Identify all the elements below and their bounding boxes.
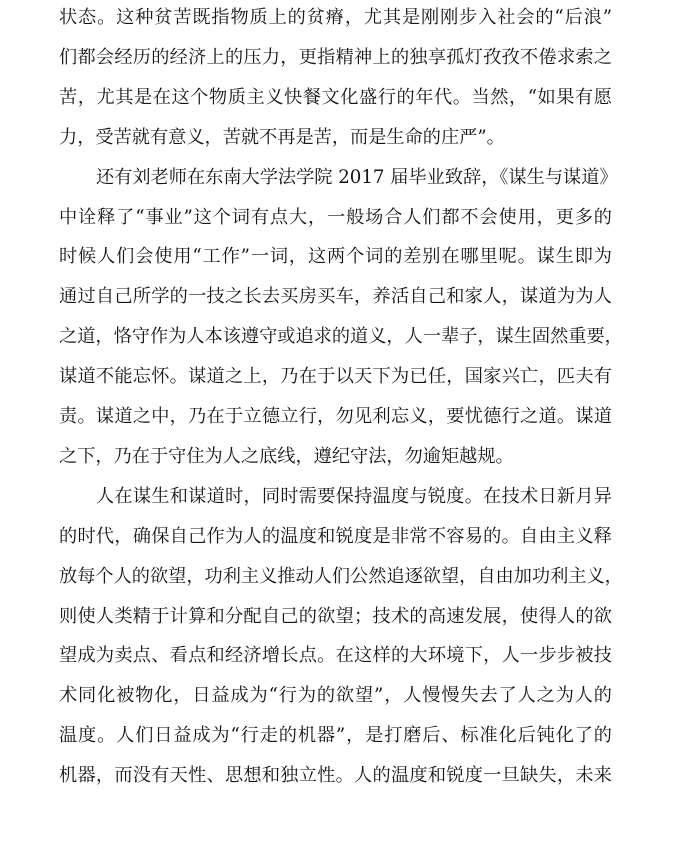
text-line: 温度。人们日益成为“行走的机器”，是打磨后、标准化后钝化了的 bbox=[59, 725, 612, 746]
text-line: 机器，而没有天性、思想和独立性。人的温度和锐度一旦缺失，未来 bbox=[59, 765, 612, 786]
text-line: 放每个人的欲望，功利主义推动人们公然追逐欲望，自由加功利主义， bbox=[59, 566, 623, 587]
text-line: 的时代，确保自己作为人的温度和锐度是非常不容易的。自由主义释 bbox=[59, 526, 612, 547]
text-line: 责。谋道之中，乃在于立德立行，勿见利忘义，要忧德行之道。谋道 bbox=[59, 406, 612, 427]
text-line: 通过自己所学的一技之长去买房买车，养活自己和家人，谋道为为人 bbox=[59, 286, 612, 307]
text-line: 状态。这种贫苦既指物质上的贫瘠，尤其是刚刚步入社会的“后浪” bbox=[59, 7, 612, 28]
text-line: 力，受苦就有意义，苦就不再是苦，而是生命的庄严”。 bbox=[59, 127, 505, 148]
text-line: 之下，乃在于守住为人之底线，遵纪守法，勿逾矩越规。 bbox=[59, 446, 514, 467]
text-line: 之道，恪守作为人本该遵守或追求的道义，人一辈子，谋生固然重要， bbox=[59, 326, 623, 347]
text-line: 时候人们会使用“工作”一词，这两个词的差别在哪里呢。谋生即为 bbox=[59, 246, 612, 267]
text-line: 术同化被物化，日益成为“行为的欲望”，人慢慢失去了人之为人的 bbox=[59, 685, 612, 706]
text-line: 则使人类精于计算和分配自己的欲望；技术的高速发展，使得人的欲 bbox=[59, 606, 612, 627]
text-line: 人在谋生和谋道时，同时需要保持温度与锐度。在技术日新月异 bbox=[96, 486, 612, 507]
text-line: 还有刘老师在东南大学法学院 2017 届毕业致辞，《谋生与谋道》 bbox=[96, 167, 618, 188]
text-line: 谋道不能忘怀。谋道之上，乃在于以天下为已任，国家兴亡，匹夫有 bbox=[59, 366, 612, 387]
text-line: 苦，尤其是在这个物质主义快餐文化盛行的年代。当然，“如果有愿 bbox=[59, 87, 612, 108]
text-line: 中诠释了“事业”这个词有点大，一般场合人们都不会使用，更多的 bbox=[59, 207, 612, 228]
text-line: 望成为卖点、看点和经济增长点。在这样的大环境下，人一步步被技 bbox=[59, 645, 612, 666]
text-line: 们都会经历的经济上的压力，更指精神上的独享孤灯孜孜不倦求索之 bbox=[59, 47, 612, 68]
